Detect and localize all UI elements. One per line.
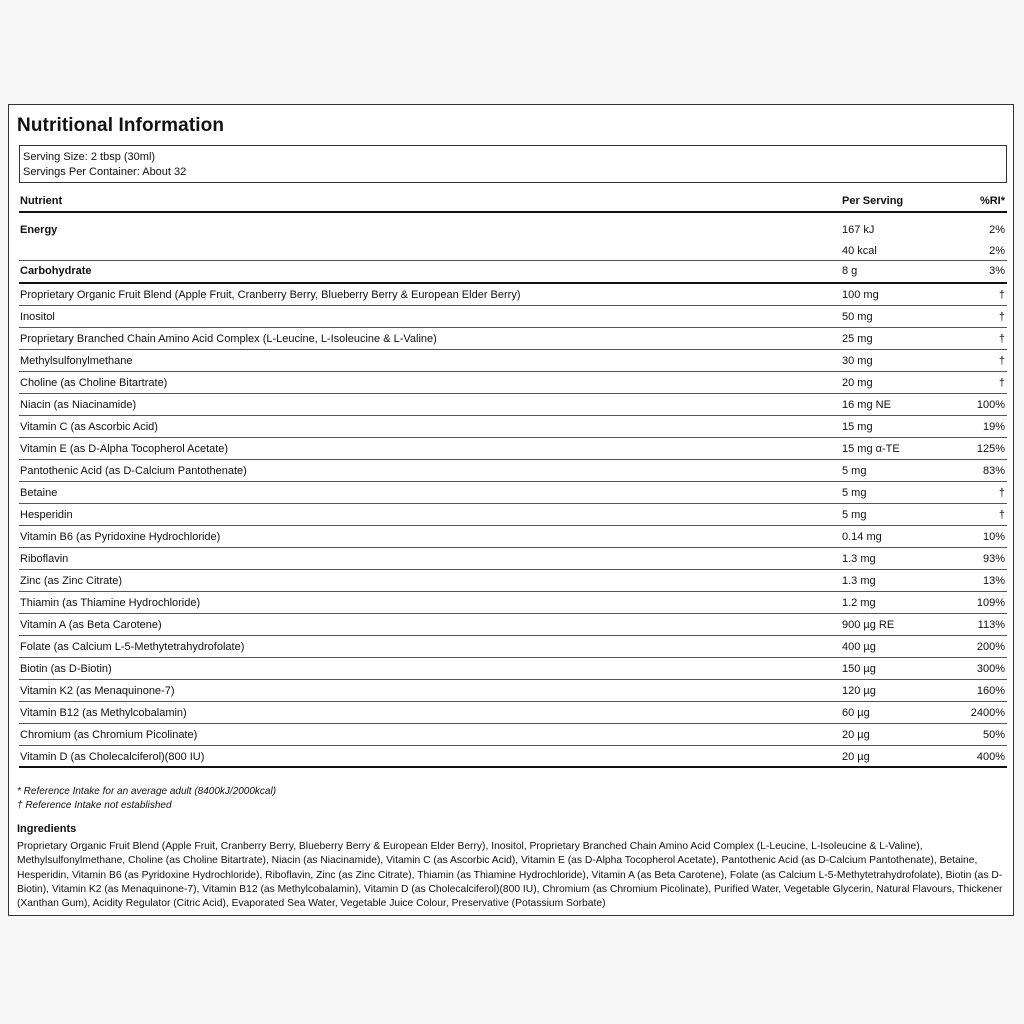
nutrient-amount: 120 µg [842,685,876,697]
header-ri: %RI* [979,195,1005,207]
nutrient-name: Vitamin B12 (as Methylcobalamin) [20,707,187,719]
header-nutrient: Nutrient [20,195,63,207]
nutrient-ri: 300% [976,663,1005,675]
nutrient-amount: 16 mg NE [842,399,891,411]
nutrient-amount: 400 µg [842,641,876,653]
ingredients-text: Proprietary Organic Fruit Blend (Apple Fruit, Cranberry Berry, Blueberry Berry & European Elder Berry), Inositol, Proprietary Branched Chain Amino Acid Complex (L-Leucine, L-Isoleucine & L-Valine), Methylsulfonylmethane, Choline (as Choline Bitartrate), Niacin (as Niacinamide), Vitamin C (as Ascorbic Acid), Vitamin E (as D-Alpha Tocopherol Acetate), Pantothenic Acid (as D-Calcium Pantothenate), Betaine, Hesperidin, Vitamin B6 (as Pyridoxine Hydrochloride), Riboflavin, Zinc (as Zinc Citrate), Thiamin (as Thiamine Hydrochloride), Vitamin A (as Beta Carotene), Folate (as Calcium L-5-Methytetrahydrofolate), Biotin (as D-Biotin), Vitamin K2 (as Menaquinone-7), Vitamin B12 (as Methylcobalamin), Vitamin D (as Cholecalciferol)(800 IU), Chromium (as Chromium Picolinate), Purified Water, Vegetable Glycerin, Natural Flavours, Thickener (Xanthan Gum), Acidity Regulator (Citric Acid), Evaporated Sea Water, Vegetable Juice Colour, Preservative (Potassium Sorbate) [17,841,1003,910]
nutrient-ri: 2400% [970,707,1005,719]
nutrient-rows [19,284,1007,768]
nutrient-amount: 50 mg [842,311,873,323]
table-row [19,438,1007,460]
table-row [19,570,1007,592]
nutrient-amount: 25 mg [842,333,873,345]
nutrient-name: Niacin (as Niacinamide) [20,399,137,411]
nutrient-amount: 30 mg [842,355,873,367]
nutrient-amount: 5 mg [842,509,867,521]
nutrient-ri: 400% [976,751,1005,763]
nutrient-amount: 20 mg [842,377,873,389]
nutrient-name: Folate (as Calcium L-5-Methytetrahydrofolate) [20,641,245,653]
nutrient-ri: 83% [982,465,1005,477]
nutrient-name: Vitamin C (as Ascorbic Acid) [20,421,158,433]
nutrient-amount: 5 mg [842,487,867,499]
table-row [19,614,1007,636]
nutrient-ri: † [998,487,1005,499]
header-per-serving: Per Serving [842,195,904,207]
nutrient-ri: † [998,289,1005,301]
nutrient-name: Vitamin E (as D-Alpha Tocopherol Acetate) [20,443,229,455]
nutrient-name: Chromium (as Chromium Picolinate) [20,729,198,741]
nutrient-table [19,190,1007,768]
nutrient-name: Vitamin D (as Cholecalciferol)(800 IU) [20,751,205,763]
page-title: Nutritional Information [17,115,225,136]
nutrient-amount: 15 mg α-TE [842,443,900,455]
serving-size: Serving Size: 2 tbsp (30ml) [23,151,156,163]
table-row [19,636,1007,658]
nutrient-name: Betaine [20,487,58,499]
energy-kcal: 40 kcal [842,245,877,257]
reference-intake-note: * Reference Intake for an average adult (8400kJ/2000kcal) [17,786,277,797]
nutrient-amount: 900 µg RE [842,619,895,631]
nutrient-name: Methylsulfonylmethane [20,355,133,367]
table-row [19,416,1007,438]
nutrient-ri: † [998,311,1005,323]
nutrient-name: Vitamin A (as Beta Carotene) [20,619,162,631]
nutrient-name: Proprietary Branched Chain Amino Acid Complex (L-Leucine, L-Isoleucine & L-Valine) [20,333,437,345]
nutrient-name: Vitamin B6 (as Pyridoxine Hydrochloride) [20,531,221,543]
table-row [19,482,1007,504]
nutrient-ri: 10% [982,531,1005,543]
energy-kcal-ri: 2% [989,245,1005,257]
nutrition-panel [8,104,1014,916]
not-established-note: † Reference Intake not established [17,800,172,811]
nutrient-name: Vitamin K2 (as Menaquinone-7) [20,685,175,697]
serving-info-box [19,145,1007,183]
nutrient-name: Biotin (as D-Biotin) [20,663,112,675]
table-row [19,526,1007,548]
table-row [19,460,1007,482]
nutrient-amount: 1.3 mg [842,553,876,565]
table-row [19,548,1007,570]
nutrient-ri: † [998,333,1005,345]
nutrient-amount: 100 mg [842,289,879,301]
nutrient-name: Thiamin (as Thiamine Hydrochloride) [20,597,201,609]
carbohydrate-label: Carbohydrate [20,265,92,277]
nutrient-amount: 15 mg [842,421,873,433]
nutrient-ri: 113% [977,619,1005,631]
energy-kj-ri: 2% [989,224,1005,236]
nutrient-ri: 100% [976,399,1005,411]
nutrient-ri: 125% [976,443,1005,455]
carbohydrate-row [19,261,1007,284]
energy-kj: 167 kJ [842,224,875,236]
energy-row [19,213,1007,261]
table-row [19,504,1007,526]
table-row [19,328,1007,350]
nutrient-ri: 109% [976,597,1005,609]
nutrient-ri: † [998,509,1005,521]
table-row [19,724,1007,746]
carbohydrate-ri: 3% [989,265,1005,277]
nutrient-name: Hesperidin [20,509,73,521]
table-row [19,372,1007,394]
nutrient-amount: 60 µg [842,707,870,719]
nutrient-name: Pantothenic Acid (as D-Calcium Pantothenate) [20,465,247,477]
carbohydrate-amount: 8 g [842,265,858,277]
nutrient-name: Riboflavin [20,553,69,565]
nutrient-amount: 20 µg [842,729,870,741]
table-row [19,350,1007,372]
table-row [19,746,1007,768]
nutrient-amount: 150 µg [842,663,876,675]
footnotes [17,785,276,813]
nutrient-name: Proprietary Organic Fruit Blend (Apple Fruit, Cranberry Berry, Blueberry Berry & European Elder Berry) [20,289,521,301]
nutrient-amount: 1.2 mg [842,597,876,609]
nutrient-ri: 13% [982,575,1005,587]
nutrient-name: Zinc (as Zinc Citrate) [20,575,123,587]
nutrient-amount: 20 µg [842,751,870,763]
nutrient-amount: 1.3 mg [842,575,876,587]
nutrient-ri: 160% [976,685,1005,697]
table-row [19,284,1007,306]
nutrient-ri: 200% [976,641,1005,653]
table-row [19,394,1007,416]
nutrient-name: Inositol [20,311,55,323]
table-row [19,702,1007,724]
table-header [19,190,1007,213]
table-row [19,658,1007,680]
table-row [19,306,1007,328]
nutrient-ri: † [998,355,1005,367]
nutrient-ri: † [998,377,1005,389]
table-row [19,680,1007,702]
nutrient-ri: 19% [982,421,1005,433]
ingredients-title: Ingredients [17,823,77,835]
nutrient-ri: 93% [982,553,1005,565]
nutrient-name: Choline (as Choline Bitartrate) [20,377,168,389]
nutrient-ri: 50% [982,729,1005,741]
nutrient-amount: 5 mg [842,465,867,477]
servings-per-container: Servings Per Container: About 32 [23,166,187,178]
energy-label: Energy [20,224,58,236]
table-row [19,592,1007,614]
nutrient-amount: 0.14 mg [842,531,882,543]
